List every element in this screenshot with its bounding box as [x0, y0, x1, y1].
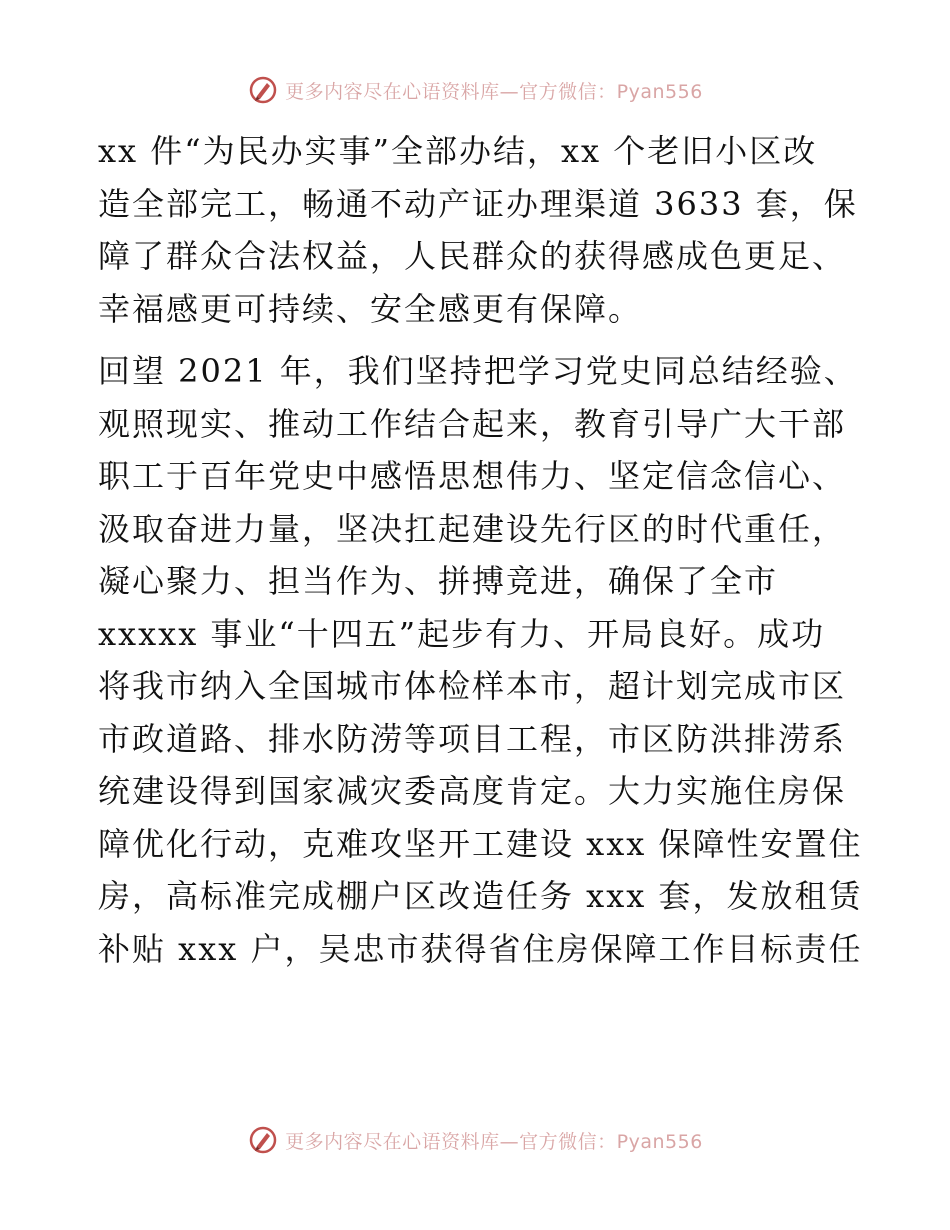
text-line: xx 件“为民办实事”全部办结，xx 个老旧小区改	[98, 132, 818, 170]
footer-watermark	[0, 1120, 950, 1160]
watermark-text: 更多内容尽在心语资料库—官方微信：Pyan556	[285, 80, 703, 103]
text-line: 凝心聚力、担当作为、拼搏竞进，确保了全市	[98, 562, 779, 600]
text-line: 造全部完工，畅通不动产证办理渠道 3633 套，保	[98, 184, 858, 223]
text-line: 房，高标准完成棚户区改造任务 xxx 套，发放租赁	[98, 877, 863, 915]
watermark-text: 更多内容尽在心语资料库—官方微信：Pyan556	[285, 1130, 703, 1153]
header-watermark	[0, 70, 950, 110]
text-line: 幸福感更可持续、安全感更有保障。	[98, 289, 643, 328]
pen-circle-logo-icon	[247, 74, 279, 106]
text-line: 障优化行动，克难攻坚开工建设 xxx 保障性安置住	[98, 824, 863, 863]
text-line: 统建设得到国家减灾委高度肯定。大力实施住房保	[98, 772, 847, 810]
text-line: 观照现实、推动工作结合起来，教育引导广大干部	[98, 404, 847, 443]
pen-circle-logo-icon	[247, 1124, 279, 1156]
text-line: 职工于百年党史中感悟思想伟力、坚定信念信心、	[98, 457, 847, 495]
text-line: 障了群众合法权益，人民群众的获得感成色更足、	[98, 237, 847, 275]
text-line: 市政道路、排水防涝等项目工程，市区防洪排涝系	[98, 719, 847, 758]
paragraph-2	[98, 345, 863, 975]
paragraph-1	[98, 125, 858, 335]
document-body	[98, 125, 863, 975]
text-line: 将我市纳入全国城市体检样本市，超计划完成市区	[98, 667, 847, 705]
text-line: 汲取奋进力量，坚决扛起建设先行区的时代重任，	[98, 509, 847, 548]
text-line: xxxxx 事业“十四五”起步有力、开局良好。成功	[98, 614, 826, 653]
paragraph-gap	[98, 335, 858, 345]
text-line: 补贴 xxx 户，吴忠市获得省住房保障工作目标责任	[98, 929, 863, 968]
text-line: 回望 2021 年，我们坚持把学习党史同总结经验、	[98, 352, 858, 390]
